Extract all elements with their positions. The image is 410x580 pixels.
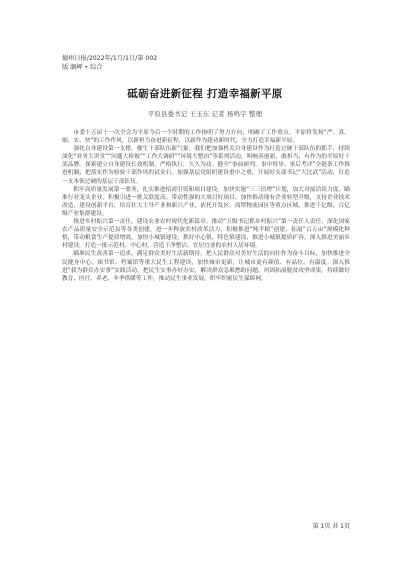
article-title: 砥砺奋进新征程 打造幸福新平原 xyxy=(127,88,283,100)
article-paragraph: 强化自身建设第一支撑，催生干部队伍新气象。我们把加强机关自身建设作为打造过硬干部队伍的抓手，持续深化“业务大讲堂”“问题大检视”“工作大调研”“环境大整治”等系列活动，叫响善创新、敢担当、有作为的平原好干部品牌。探索建立自身建设长效机制，严格执行，久久为功。健全“事前研判、事中督导、事后考评”全链条工作推进机制，把落实作为检验干部作风的试金石。加强基层党组织建设重中之重，开展好支部书记“大比武”活动，打造一支本领过硬的基层干部队伍。 xyxy=(62,146,350,185)
article-paragraph: 抓牢高质量发展第一要务，扎实推进招商引资和项目建设。加快实施“三三倍增”计划，加大对接洽谈力度，瞄准行业龙头企业，积极引进一批关联度高、带动性强的大项目好项目。加快推动现有企业转型升级，支持企业技术改造，建设创新平台，培育壮大主导产业和新兴产业，依托开发区、商贸物流园区等重点区域，推进千亿级、百亿级产业集群建设。 xyxy=(62,186,350,217)
page-number: 第 1页 共 1页 xyxy=(312,523,350,530)
article-paragraph: 推进乡村振兴第一责任，建设农业农村现代化新篇章。推动“五级书记抓乡村振兴”第一责任人责任，深化国家农产品质量安全示范县等各类创建，进一步释放农村改革活力，积极推进“吨半粮”创建，拓展“百万亩”规模化种植，带动粮食生产提质增效。加快小城镇建设，抓好中心镇、特色镇建设，推进小城镇提质扩容。深入推进美丽乡村建设，打造一批示范村、中心村，营造干净整洁、宜居宜业的农村人居环境。 xyxy=(62,219,350,250)
article-paragraph: 瞄准民生改善第一追求，满足群众美好生活新期待。把人民群众对美好生活的向往作为奋斗目标，加快推进全民健身中心、图书馆、档案馆等重大民生工程建设，加快城市更新，让城市更有颜值、有品位、有温度。深入推进“我为群众办实事”实践活动，把民生实事办好办实，解决群众急难愁盼问题，巩固拓展脱贫攻坚成果，持续做好教育、医疗、养老、冬季供暖等工作，推动民生事业发展，织牢织密民生保障网。 xyxy=(62,251,350,282)
article-byline: 平原县委书记 王玉东 记者 杨鸣宇 整理 xyxy=(147,110,263,118)
article-paragraph: 市委十五届十一次全会为平原今后一个时期的工作指明了努力方向，明确了工作重点。平原将发扬“严、真、细、实、快”的工作作风，以新担当奋进新征程，以新作为建功新时代，全力打造幸福新平原。 xyxy=(62,130,350,145)
section-line: 版 潮岬 • 综合 xyxy=(62,64,103,71)
publication-meta xyxy=(62,54,157,72)
source-line: 德州日报/2022年/1月/1日/第 002 xyxy=(62,55,158,62)
article-body xyxy=(62,129,350,283)
